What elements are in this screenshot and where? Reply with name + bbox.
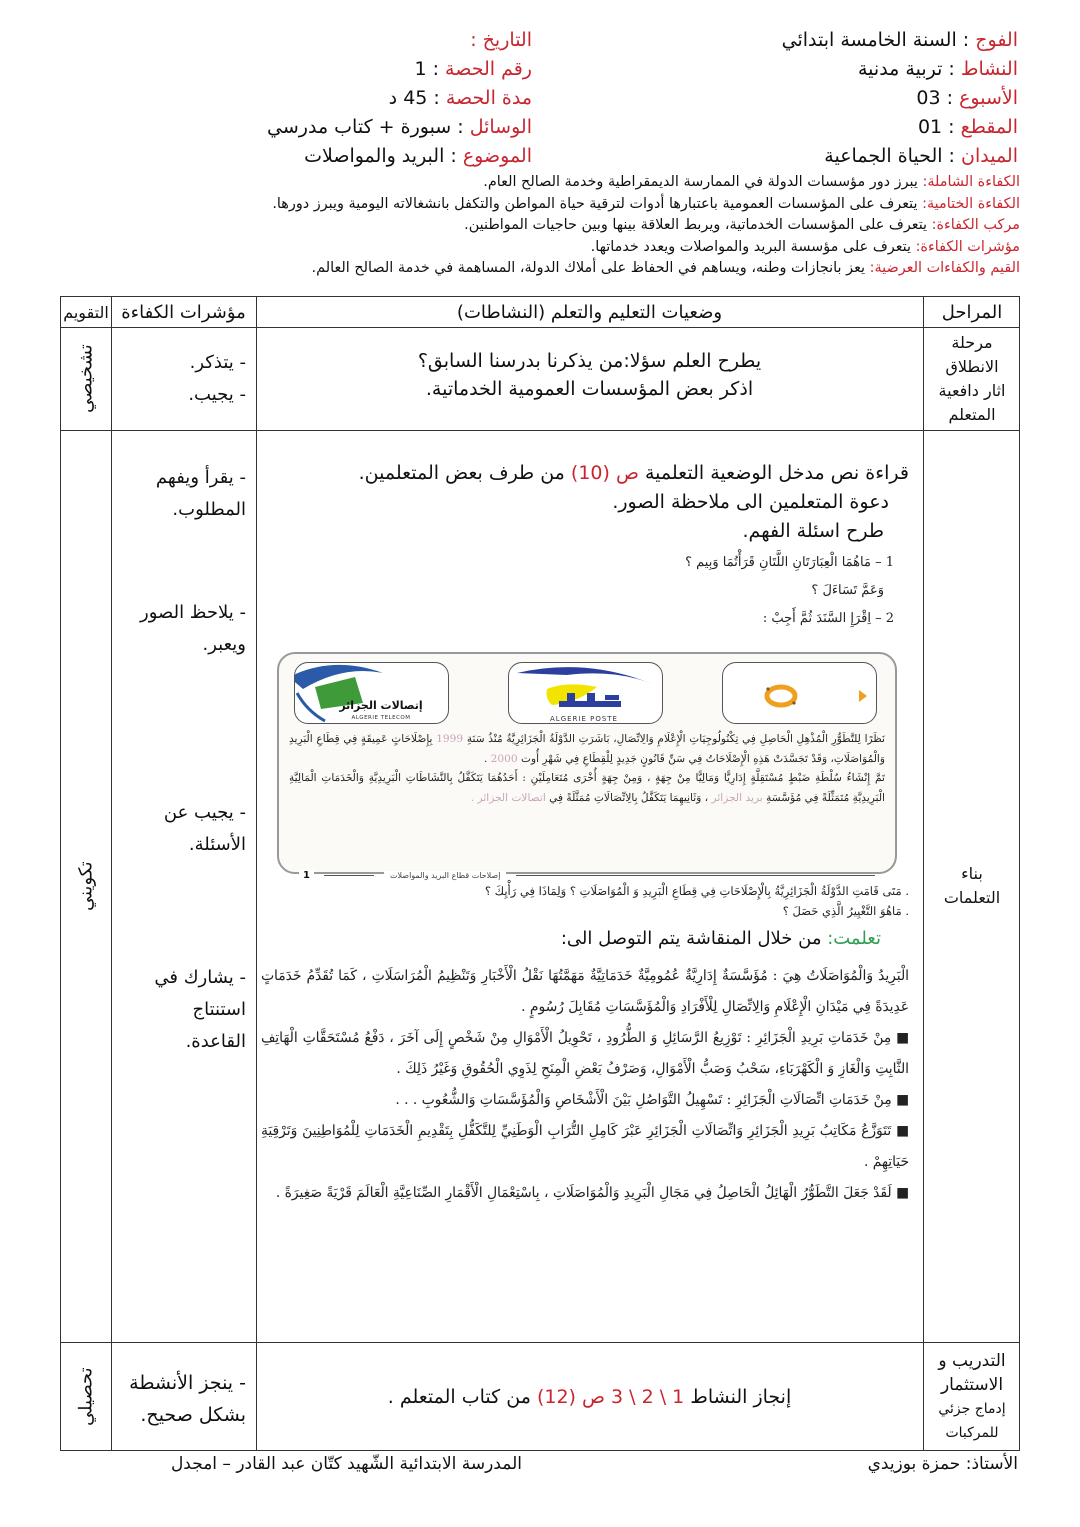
- header-stages: المراحل: [941, 301, 1003, 323]
- indicator-participate: - يشارك في استنتاج القاعدة.: [154, 967, 246, 1052]
- competency-indicators: مؤشرات الكفاءة: يتعرف على مؤسسة البريد والمواصلات ويعدد خدماتها.: [590, 238, 1020, 255]
- excerpt-paragraph-2: تَمَّ إِنْشَاءُ سُلْطَةِ ضَبْطٍ مُسْتَقِلَّةٍ إِدَارِيًّا وَمَالِيًّا مِنْ جِهَةٍ ، وَمِنْ جِهَةٍ أُخْرَى مُتَعَامِلَيْنِ : أَحَدُهُمَا يَتَكَفَّلُ بِالنَّشَاطَاتِ الْبَرِيدِيَّةِ وَالْخَدَمَاتِ الْمَالِيَّةِ الْبَرِيدِيَّةِ مُتَمَثِّلَةً فِي مُؤَسَّسَةِ بريد الجزائر ، وَثَانِيهِمَا يَتَكَفَّلُ بِالِاتِّصَالَاتِ مُمَثَّلَةً فِي اتصالات الجزائر .: [289, 772, 885, 804]
- header-info-right: [688, 26, 1018, 171]
- lesson-plan-table: [60, 296, 1020, 1451]
- stage-build: بناء التعلمات: [943, 864, 1001, 907]
- topic-field: الموضوع : البريد والمواصلات: [304, 145, 532, 167]
- date-field: التاريخ :: [470, 29, 532, 51]
- media-logo: [722, 662, 877, 724]
- domain-field: الميدان : الحياة الجماعية: [824, 145, 1018, 167]
- evaluation-diagnostic: تشخيصي: [75, 344, 97, 413]
- evaluation-summative: تحصيلي: [75, 1367, 97, 1427]
- row-divider: [61, 327, 1019, 328]
- values-competencies: القيم والكفاءات العرضية: يعز بانجازات وطنه، ويساهم في الحفاظ على أملاك الدولة، المساهمة في خدمة الصالح العالم.: [311, 260, 1020, 276]
- build-intro: قراءة نص مدخل الوضعية التعلمية ص (10) من طرف بعض المتعلمين. دعوة المتعلمين الى ملاحظة الصور. طرح اسئلة الفهم.: [349, 459, 909, 546]
- intro-reading: قراءة نص مدخل الوضعية التعلمية ص (10) من طرف بعض المتعلمين.: [358, 462, 909, 484]
- activity-launch: يطرح العلم سؤلا:من يذكرنا بدرسنا السابق؟ اذكر بعض المؤسسات العمومية الخدماتية.: [417, 350, 762, 400]
- header-indicators: مؤشرات الكفاءة: [121, 301, 246, 323]
- indicator-observe: - يلاحظ الصور ويعبر.: [140, 602, 246, 655]
- school-name: المدرسة الابتدائية الشّهيد كتّان عبد القادر – امجدل: [170, 1454, 522, 1474]
- segment-field: المقطع : 01: [917, 116, 1018, 138]
- follow-up-questions: . مَتَى قَامَتِ الدَّوْلَةُ الْجَزَائِرِيَّةُ بِالْإِصْلَاحَاتِ فِي قِطَاعِ الْبَرِيدِ وَ الْمُوَاصَلَاتِ ؟ وَلِمَاذَا فِي رَأْيِكَ ؟ . مَاهُوَ التَّغْيِيرُ الَّذِي حَصَلَ ؟: [484, 884, 909, 918]
- learned-heading: تعلمت: من خلال المنقاشة يتم التوصل الى:: [560, 928, 881, 949]
- book-questions: 1 – مَاهُمَا الْعِبَارَتَانِ اللَّتَانِ قَرَأْتُمَا وَبِيم ؟ وَعَمَّ تَسَاءَلَ ؟ 2 – اِقْرَإِ السَّنَدَ ثُمَّ أَجِبْ :: [685, 555, 894, 626]
- indicators-launch: - يتذكر. - يجيب.: [188, 352, 246, 405]
- group-field: الفوج : السنة الخامسة ابتدائي: [781, 29, 1018, 51]
- header-info-left: [232, 26, 532, 171]
- stage-launch: مرحلة الانطلاق اثار دافعية المتعلم: [938, 332, 1006, 424]
- algerie-telecom-logo: [294, 662, 449, 724]
- algerie-poste-logo: [508, 662, 663, 724]
- final-competency: الكفاءة الختامية: يتعرف على المؤسسات العمومية باعتبارها أدوات لترقية حياة المواطن والتكفل بانشغالاته اليومية ويبرز دورها.: [272, 195, 1020, 212]
- header-evaluation: التقويم: [63, 302, 109, 322]
- excerpt-paragraph-1: نَظَرًا لِلتَّطَوُّرِ الْمُذْهِلِ الْحَاصِلِ فِي تِكْنُولُوجِيَاتِ الْإِعْلَامِ وَالِاتِّصَالِ، بَاشَرَتِ الدَّوْلَةُ الْجَزَائِرِيَّةُ مُنْذُ سَنَةِ 1999 بِإِصْلَاحَاتٍ عَمِيقَةٍ فِي قِطَاعِ الْبَرِيدِ وَالْمُوَاصَلَاتِ، وَقَدْ تَجَسَّدَتْ هَذِهِ الْإِصْلَاحَاتُ فِي سَنِّ قَانُونٍ جَدِيدٍ لِلْقِطَاعِ فِي شَهْرِ أُوت 2000 .: [289, 733, 885, 765]
- indicator-read: - يقرأ ويفهم المطلوب.: [155, 467, 246, 520]
- activity-field: النشاط : تربية مدنية: [858, 58, 1018, 80]
- stage-practice: التدريب و الاستثمار إدماج جزئي للمركبات: [938, 1351, 1006, 1441]
- competency-component: مركب الكفاءة: يتعرف على المؤسسات الخدماتية، ويربط العلاقة بينها وبين حاجيات المواطنين.: [464, 217, 1020, 233]
- activity-practice: إنجاز النشاط 1 \ 2 \ 3 ص (12) من كتاب المتعلم .: [387, 1386, 792, 1408]
- svg-text:ALGERIE TELECOM: ALGERIE TELECOM: [351, 715, 411, 721]
- session-duration-field: مدة الحصة : 45 د: [388, 87, 532, 109]
- competencies-block: [60, 172, 1020, 280]
- indicators-practice: - ينجز الأنشطة بشكل صحيح.: [129, 1372, 246, 1426]
- week-field: الأسبوع : 03: [916, 87, 1018, 109]
- indicator-answer: - يجيب عن الأسئلة.: [163, 802, 246, 855]
- materials-field: الوسائل : سبورة + كتاب مدرسي: [267, 116, 532, 138]
- svg-text:إتصالات الجزائر: إتصالات الجزائر: [339, 699, 423, 712]
- column-divider: [256, 297, 257, 1450]
- svg-text:ALGERIE POSTE: ALGERIE POSTE: [550, 715, 618, 723]
- excerpt-footer: 1 إصلاحات قطاع البريد والمواصلات: [299, 870, 875, 881]
- comprehensive-competency: الكفاءة الشاملة: يبرز دور مؤسسات الدولة في الممارسة الديمقراطية وخدمة الصالح العام.: [483, 174, 1020, 190]
- excerpt-text: [289, 730, 885, 808]
- header-activities: وضعيات التعليم والتعلم (النشاطات): [456, 301, 723, 323]
- evaluation-formative: تكويني: [75, 861, 97, 911]
- textbook-excerpt: [277, 652, 897, 881]
- session-number-field: رقم الحصة : 1: [414, 58, 532, 80]
- row-divider: [61, 430, 1019, 431]
- teacher-signature: الأستاذ: حمزة بوزيدي: [867, 1454, 1018, 1474]
- lesson-summary: الْبَرِيدُ وَالْمُوَاصَلَاتُ هِيَ : مُؤَسَّسَةٌ إِدَارِيَّةٌ عُمُومِيَّةٌ خَدَمَاتِيَّةٌ مَهَمَّتُهَا نَقْلُ الْأَخْبَارِ وَتَنْظِيمُ الْمُرَاسَلَاتِ ، كَمَا تُقَدِّمُ خَدَمَاتٍ عَدِيدَةً فِي مَيْدَانِ الْإِعْلَامِ وَالِاتِّصَالِ لِلْأَفْرَادِ وَالْمُؤَسَّسَاتِ مُقَابِلَ رُسُومٍ . ■ مِنْ خَدَمَاتِ بَرِيدِ الْجَزَائِرِ : تَوْزِيعُ الرَّسَائِلِ وَ الطُّرُودِ ، تَحْوِيلُ الْأَمْوَالِ مِنْ شَخْصٍ إِلَى آخَرَ ، دَفْعُ مُسْتَحَقَّاتِ الْهَاتِفِ الثَّابِتِ وَالْغَازِ وَ الْكَهْرَبَاءِ، سَحْبُ وَصَبُّ الْأَمْوَالِ، وَصَرْفُ بَعْضِ الْمِنَحِ لِذَوِي الْحُقُوقِ وَغَيْرُ ذَلِكَ . ■ مِنْ خَدَمَاتِ اتِّصَالَاتِ الْجَزَائِرِ : تَسْهِيلُ التَّوَاصُلِ بَيْنَ الْأَشْخَاصِ وَالْمُؤَسَّسَاتِ وَالشُّعُوبِ . . . ■ تَتَوَزَّعُ مَكَاتِبُ بَرِيدِ الْجَزَائِرِ وَاتِّصَالَاتِ الْجَزَائِرِ عَبْرَ كَامِلِ التُّرَابِ الْوَطَنِيِّ لِلتَّكَفُّلِ بِتَقْدِيمِ الْخَدَمَاتِ لِلْمُوَاطِنِينَ وَتَرْقِيَةِ حَيَاتِهِمْ . ■ لَقَدْ جَعَلَ التَّطَوُّرُ الْهَائِلُ الْحَاصِلُ فِي مَجَالِ الْبَرِيدِ وَالْمُوَاصَلَاتِ ، بِاسْتِعْمَالِ الْأَقْمَارِ الصِّنَاعِيَّةِ الْعَالَمَ قَرْيَةً صَغِيرَةً .: [261, 968, 909, 1201]
